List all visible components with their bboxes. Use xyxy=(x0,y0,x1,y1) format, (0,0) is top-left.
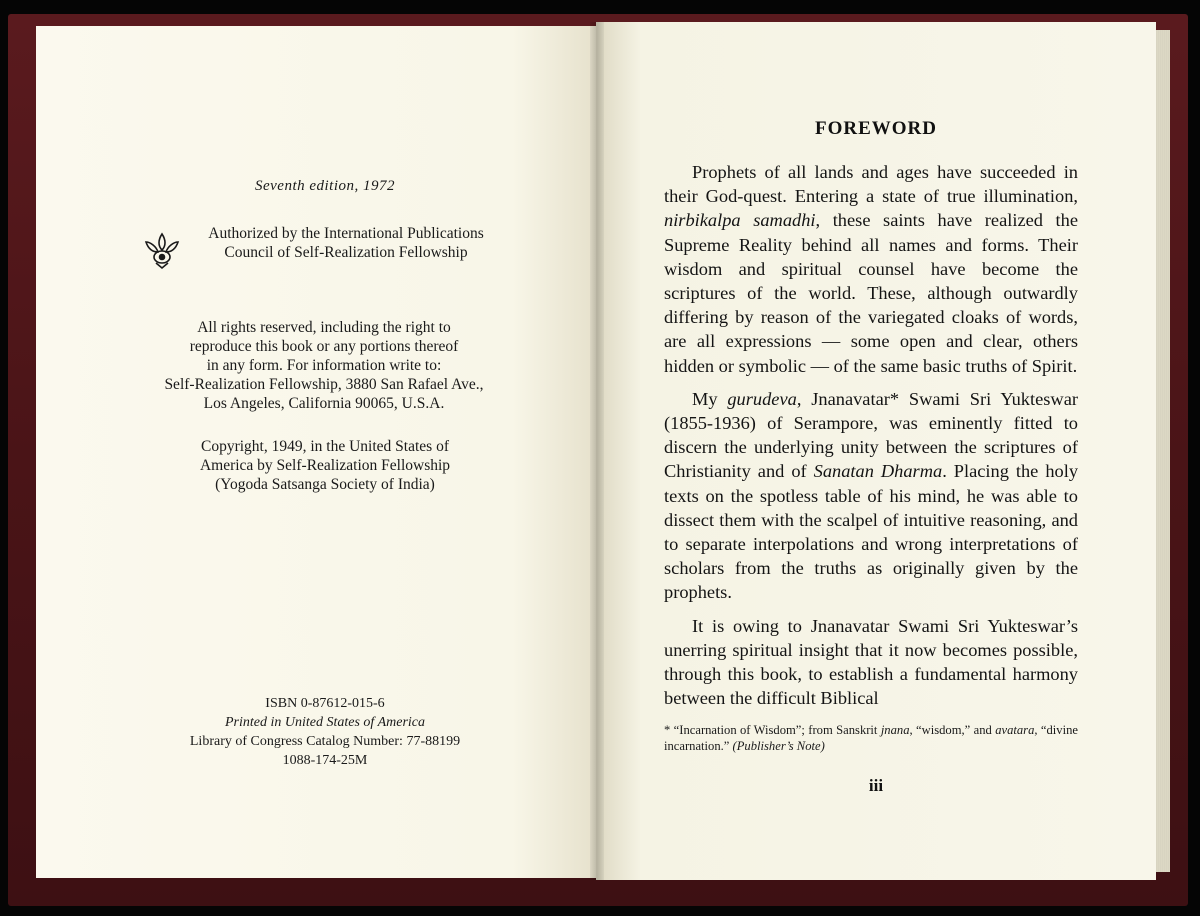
copyright-line: (Yogoda Satsanga Society of India) xyxy=(215,476,435,493)
rights-line: in any form. For information write to: xyxy=(206,357,442,374)
authorization-block xyxy=(186,224,506,262)
paragraph: My gurudeva, Jnanavatar* Swami Sri Yukteswar (1855-1936) of Serampore, was eminently fitted to discern the underlying unity between the scriptures of Christianity and of Sanatan Dharma. Placing the holy texts on the spotless table of his mind, he was able to dissect them with the scalpel of intuitive reasoning, and to separate interpolations and wrong interpretations of scholars from the truths as originally given by the prophets. xyxy=(664,388,1079,603)
authorized-line-1: Authorized by the International Publications xyxy=(208,225,484,242)
isbn: ISBN 0-87612-015-6 xyxy=(265,696,385,711)
page-number: iii xyxy=(868,776,884,795)
rights-line: reproduce this book or any portions thereof xyxy=(189,338,459,355)
rights-line: Self-Realization Fellowship, 3880 San Rafael Ave., xyxy=(164,376,484,393)
copyright-line: Copyright, 1949, in the United States of xyxy=(201,438,449,455)
authorized-line-2: Council of Self-Realization Fellowship xyxy=(224,244,468,261)
lccn: Library of Congress Catalog Number: 77-88199 xyxy=(189,734,461,749)
copyright-block xyxy=(160,437,490,494)
lotus-emblem-icon xyxy=(140,228,184,272)
foreword-body xyxy=(664,160,1078,719)
paragraph: Prophets of all lands and ages have succeeded in their God-quest. Entering a state of true illumination, nirbikalpa samadhi, these saints have realized the Supreme Reality behind all names and forms. Their wisdom and spiritual counsel have become the scriptures of the world. These, although outwardly differing by reason of the variegated cloaks of words, are all expressions — some open and clear, others hidden or symbolic — of the same basic truths of Spirit. xyxy=(664,162,1078,376)
edition-line: Seventh edition, 1972 xyxy=(254,178,396,194)
page-edges xyxy=(1156,30,1170,872)
footnote: * “Incarnation of Wisdom”; from Sanskrit jnana, “wisdom,” and avatara, “divine incarnation.” (Publisher’s Note) xyxy=(664,723,1078,753)
spine-shadow xyxy=(590,22,604,880)
copyright-line: America by Self-Realization Fellowship xyxy=(199,457,451,474)
rights-line: All rights reserved, including the right to xyxy=(197,319,451,336)
rights-block xyxy=(136,318,512,413)
printed-in: Printed in United States of America xyxy=(225,715,425,730)
print-code: 1088-174-25M xyxy=(282,753,368,768)
colophon-block xyxy=(150,694,500,770)
page-title: FOREWORD xyxy=(815,118,937,139)
paragraph: It is owing to Jnanavatar Swami Sri Yukteswar’s unerring spiritual insight that it now becomes possible, through this book, to establish a fundamental harmony between the difficult Biblical xyxy=(664,615,1078,709)
rights-line: Los Angeles, California 90065, U.S.A. xyxy=(203,395,445,412)
